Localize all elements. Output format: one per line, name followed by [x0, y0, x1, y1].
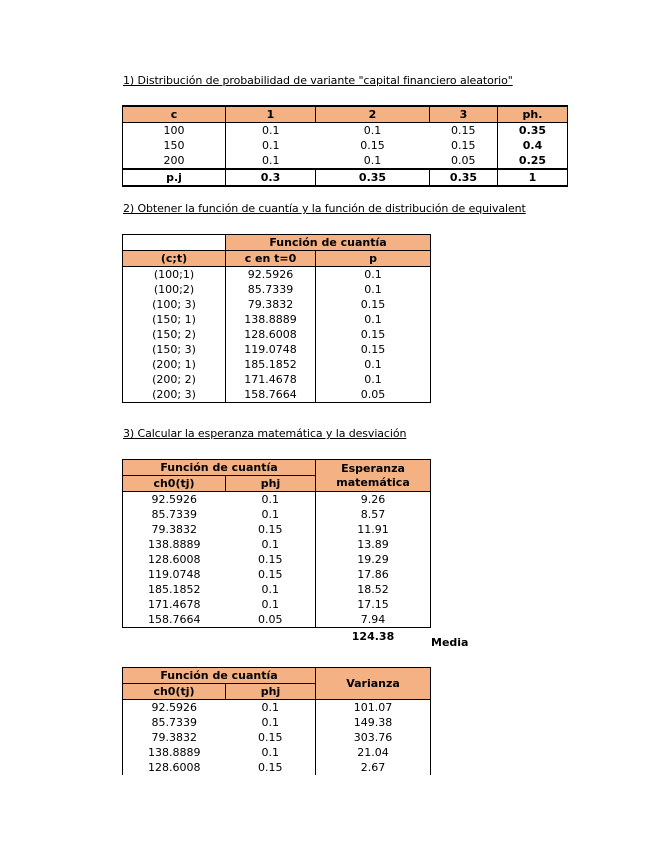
table-row [123, 552, 431, 567]
cell: 9.26 [316, 492, 431, 508]
media-label: Media [431, 636, 469, 649]
cell: 138.8889 [123, 537, 226, 552]
cell: 7.94 [316, 612, 431, 628]
cell: 0.1 [226, 715, 316, 730]
cell: 158.7664 [226, 387, 316, 403]
cell: 185.1852 [226, 357, 316, 372]
cell: 85.7339 [123, 715, 226, 730]
empty-cell [123, 235, 226, 251]
cell: 101.07 [316, 700, 431, 716]
cell: 0.1 [316, 267, 431, 283]
cell: 0.1 [262, 154, 280, 167]
header-p: p [316, 251, 431, 267]
cell: 0.15 [430, 138, 498, 153]
cell: 0.1 [316, 372, 431, 387]
cell: 0.1 [316, 282, 431, 297]
cell: 0.3 [226, 169, 316, 186]
expectation-header-line1: Esperanza [341, 461, 405, 475]
cell: 0.1 [226, 597, 316, 612]
cell: 200 [123, 153, 226, 169]
table-row [123, 492, 431, 508]
cell: 0.15 [226, 567, 316, 582]
table-row [123, 387, 431, 403]
cell: 119.0748 [226, 342, 316, 357]
table-row [123, 123, 568, 139]
expectation-total: 124.38 [351, 629, 395, 643]
group-header: Función de cuantía [123, 460, 316, 476]
table-row [123, 612, 431, 628]
cell: p.j [123, 169, 226, 186]
cell: 2.67 [316, 760, 431, 775]
cell: 128.6008 [123, 760, 226, 775]
cell: 128.6008 [123, 552, 226, 567]
cell: 0.1 [226, 492, 316, 508]
cell: 0.1 [363, 124, 382, 137]
table-row [123, 267, 431, 283]
cell: 0.1 [226, 582, 316, 597]
cell: 85.7339 [226, 282, 316, 297]
cell: 79.3832 [123, 730, 226, 745]
table-row [123, 507, 431, 522]
cell: (150; 3) [123, 342, 226, 357]
cell: 0.1 [226, 700, 316, 716]
table-group-header-row [123, 235, 431, 251]
cell: 0.35 [430, 169, 498, 186]
table-row [123, 730, 431, 745]
cell: 119.0748 [123, 567, 226, 582]
cell: 0.1 [226, 537, 316, 552]
cell: (100;1) [123, 267, 226, 283]
cell: 17.15 [316, 597, 431, 612]
cell: (200; 2) [123, 372, 226, 387]
cell: 303.76 [316, 730, 431, 745]
cell: 0.15 [226, 760, 316, 775]
header-1: 1 [226, 106, 316, 123]
cell: 18.52 [316, 582, 431, 597]
cell: (200; 1) [123, 357, 226, 372]
header-phj: phj [226, 476, 316, 492]
cell: 1 [498, 169, 568, 186]
cell: 79.3832 [226, 297, 316, 312]
cell: 138.8889 [123, 745, 226, 760]
table-row [123, 582, 431, 597]
table-header-row [123, 106, 568, 123]
cell: 79.3832 [123, 522, 226, 537]
cell: 11.91 [316, 522, 431, 537]
cell: (100;2) [123, 282, 226, 297]
table-header-row [123, 251, 431, 267]
cell: 21.04 [316, 745, 431, 760]
table-row [123, 760, 431, 775]
cell: (200; 3) [123, 387, 226, 403]
cell: 0.1 [316, 357, 431, 372]
cell: 0.05 [316, 387, 431, 403]
cell: 158.7664 [123, 612, 226, 628]
cell: 8.57 [316, 507, 431, 522]
table-row [123, 153, 568, 169]
table-total-row [123, 169, 568, 186]
table-group-header-row [123, 460, 431, 476]
cell: 100 [123, 123, 226, 139]
table-group-header-row [123, 668, 431, 684]
expectation-header [316, 460, 431, 492]
cell: 0.35 [316, 169, 430, 186]
cell: 0.15 [226, 522, 316, 537]
table-row [123, 522, 431, 537]
header-ch0: ch0(tj) [123, 684, 226, 700]
section3-title: 3) Calcular la esperanza matemática y la desviación [123, 427, 407, 440]
section2-title: 2) Obtener la función de cuantía y la función de distribución de equivalent [123, 202, 526, 215]
group-header: Función de cuantía [226, 235, 431, 251]
cell: 0.15 [226, 552, 316, 567]
cell: 85.7339 [123, 507, 226, 522]
header-2: 2 [316, 106, 430, 123]
variance-table [122, 667, 431, 775]
cell: 0.15 [430, 123, 498, 139]
header-ct: (c;t) [123, 251, 226, 267]
cell: (150; 2) [123, 327, 226, 342]
cell: 171.4678 [123, 597, 226, 612]
cell: 92.5926 [123, 700, 226, 716]
cell: 0.1 [226, 507, 316, 522]
table-row [123, 342, 431, 357]
cell: 0.05 [226, 612, 316, 628]
cell: 185.1852 [123, 582, 226, 597]
table-row [123, 715, 431, 730]
cell: 0.1 [363, 154, 382, 167]
table-row [123, 745, 431, 760]
cell: 0.1 [262, 139, 280, 152]
group-header: Función de cuantía [123, 668, 316, 684]
cell: 0.1 [262, 124, 280, 137]
cell: 0.15 [226, 730, 316, 745]
cell: 17.86 [316, 567, 431, 582]
cell: 0.05 [430, 153, 498, 169]
expectation-header-line2: matemática [336, 475, 410, 489]
section1-title: 1) Distribución de probabilidad de variante "capital financiero aleatorio" [123, 74, 513, 87]
variance-header: Varianza [316, 668, 431, 700]
table-row [123, 537, 431, 552]
cell: 13.89 [316, 537, 431, 552]
header-c: c [123, 106, 226, 123]
cell: 0.15 [316, 327, 431, 342]
cell: 0.25 [498, 153, 568, 169]
cell: 149.38 [316, 715, 431, 730]
cuantia-function-table [122, 234, 431, 403]
header-3: 3 [430, 106, 498, 123]
table-row [123, 327, 431, 342]
table-row [123, 700, 431, 716]
expectation-table [122, 459, 431, 644]
cell: (100; 3) [123, 297, 226, 312]
table-total-row [123, 628, 431, 645]
cell: 0.1 [226, 745, 316, 760]
cell: 92.5926 [123, 492, 226, 508]
cell: (150; 1) [123, 312, 226, 327]
probability-distribution-table [122, 105, 568, 187]
empty-cell [123, 628, 226, 645]
header-phj: phj [226, 684, 316, 700]
cell: 19.29 [316, 552, 431, 567]
cell: 150 [123, 138, 226, 153]
cell: 138.8889 [226, 312, 316, 327]
table-row [123, 567, 431, 582]
cell: 0.4 [498, 138, 568, 153]
cell: 171.4678 [226, 372, 316, 387]
cell: 0.15 [316, 297, 431, 312]
table-row [123, 312, 431, 327]
cell: 0.15 [360, 139, 385, 152]
cell: 0.35 [498, 123, 568, 139]
cell: 0.1 [316, 312, 431, 327]
table-row [123, 372, 431, 387]
cell: 92.5926 [226, 267, 316, 283]
table-row [123, 138, 568, 153]
header-ph: ph. [498, 106, 568, 123]
cell: 0.15 [316, 342, 431, 357]
header-c-t0: c en t=0 [226, 251, 316, 267]
table-row [123, 297, 431, 312]
empty-cell [226, 628, 316, 645]
cell: 128.6008 [226, 327, 316, 342]
table-row [123, 357, 431, 372]
table-row [123, 597, 431, 612]
table-row [123, 282, 431, 297]
header-ch0: ch0(tj) [123, 476, 226, 492]
